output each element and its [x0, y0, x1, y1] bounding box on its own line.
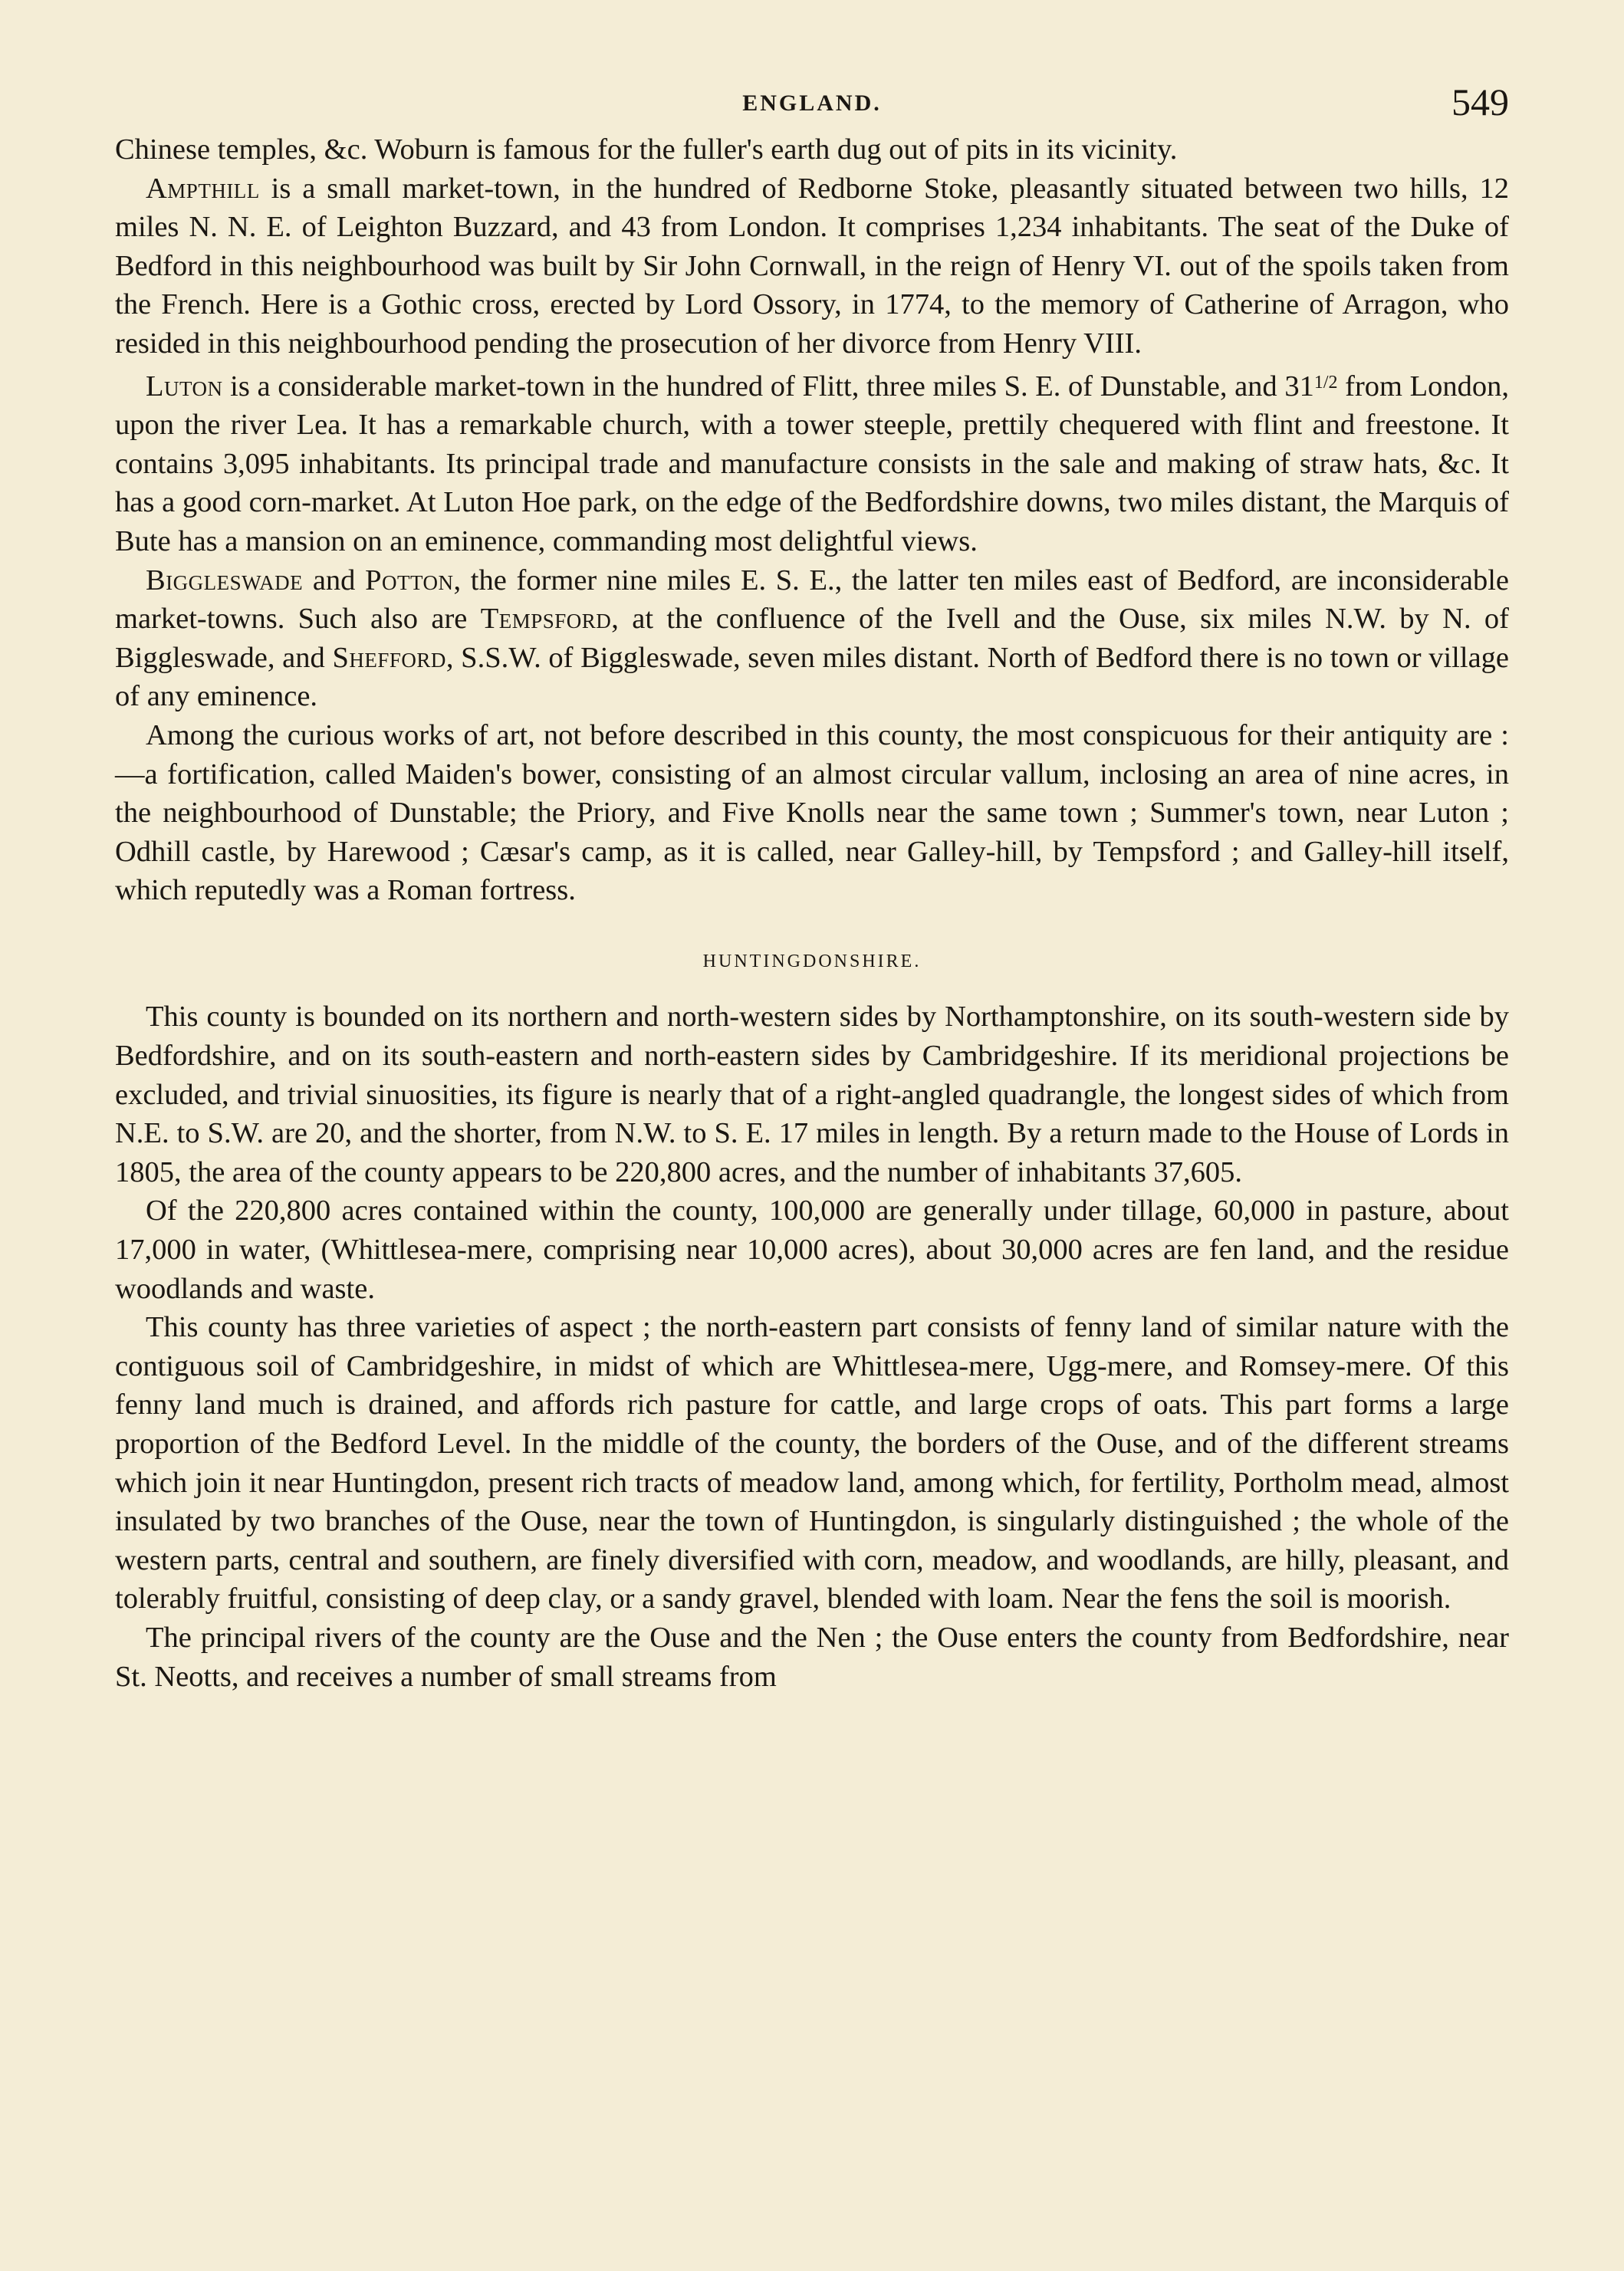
paragraph-text: Chinese temples, &c. Woburn is famous for the fuller's earth dug out of pits in its vicinity. [115, 133, 1178, 166]
paragraph-biggleswade [115, 561, 1509, 716]
running-title: ENGLAND. [742, 90, 882, 116]
place-name-biggleswade: Biggleswade [146, 564, 304, 597]
paragraph-text: , at the confluence of the Ivell and the Ouse, six miles N.W. by N. of Biggleswade, and [115, 603, 1509, 674]
paragraph-text: This county has three varieties of aspect ; the north-eastern part consists of fenny land of similar nature with the contiguous soil of Cambridgeshire, in midst of which are Whittlesea-mere, Ugg-mere, and Romsey-mere. Of this fenny land much is drained, and affords rich pasture for cattle, and large crops of oats. This part forms a large proportion of the Bedford Level. In the middle of the county, the borders of the Ouse, and of the different streams which join it near Huntingdon, present rich tracts of meadow land, among which, for fertility, Portholm mead, almost insulated by two branches of the Ouse, near the town of Huntingdon, is singularly distinguished ; the whole of the western parts, central and southern, are finely diversified with corn, meadow, and woodlands, are hilly, pleasant, and tolerably fruitful, consisting of deep clay, or a sandy gravel, blended with loam. Near the fens the soil is moorish. [115, 1311, 1509, 1615]
place-name-tempsford: Tempsford [480, 603, 612, 636]
paragraph-boundaries [115, 997, 1509, 1191]
body-text [115, 130, 1509, 1696]
paragraph-text: is a small market-town, in the hundred of Redborne Stoke, pleasantly situated between two hills, 12 miles N. N. E. of Leighton Buzzard, and 43 from London. It comprises 1,234 inhabitants. The seat of the Duke of Bedford in this neighbourhood was built by Sir John Cornwall, in the reign of Henry VI. out of the spoils taken from the French. Here is a Gothic cross, erected by Lord Ossory, in 1774, to the memory of Catherine of Arragon, who resided in this neighbourhood pending the prosecution of her divorce from Henry VIII. [115, 172, 1509, 360]
paragraph-text: is a considerable market-town in the hundred of Flitt, three miles S. E. of Dunstable, and 31 [222, 370, 1314, 403]
running-head [115, 81, 1509, 130]
paragraph-ampthill [115, 169, 1509, 363]
paragraph-text: , the former nine miles E. S. E., the latter ten miles east of Bedford, are inconsiderable market-towns. Such also are [115, 564, 1509, 636]
paragraph-text: The principal rivers of the county are the Ouse and the Nen ; the Ouse enters the county from Bedfordshire, near St. Neotts, and receives a number of small streams from [115, 1621, 1509, 1693]
paragraph-text: This county is bounded on its northern and north-western sides by Northamptonshire, on its south-western side by Bedfordshire, and on its south-eastern and north-eastern sides by Cambridgeshire. If its meridional projections be excluded, and trivial sinuosities, its figure is nearly that of a right-angled quadrangle, the longest sides of which from N.E. to S.W. are 20, and the shorter, from N.W. to S. E. 17 miles in length. By a return made to the House of Lords in 1805, the area of the county appears to be 220,800 acres, and the number of inhabitants 37,605. [115, 1001, 1509, 1188]
place-name-potton: Potton [365, 564, 454, 597]
paragraph-text: , S.S.W. of Biggleswade, seven miles distant. North of Bedford there is no town or village of any eminence. [115, 641, 1510, 713]
page-number: 549 [1451, 81, 1509, 123]
paragraph-text: Of the 220,800 acres contained within the county, 100,000 are generally under tillage, 60,000 in pasture, about 17,000 in water, (Whittlesea-mere, comprising near 10,000 acres), about 30,000 acres are fen land, and the residue woodlands and waste. [115, 1195, 1509, 1305]
paragraph-antiquities [115, 716, 1509, 910]
paragraph-woburn [115, 130, 1509, 169]
paragraph-text: from London, upon the river Lea. It has a remarkable church, with a tower steeple, prettily chequered with flint and freestone. It contains 3,095 inhabitants. Its principal trade and manufacture consists in the sale and making of straw hats, &c. It has a good corn-market. At Luton Hoe park, on the edge of the Bedfordshire downs, two miles distant, the Marquis of Bute has a mansion on an eminence, commanding most delightful views. [115, 370, 1510, 557]
section-heading: HUNTINGDONSHIRE. [702, 951, 922, 971]
paragraph-aspect [115, 1308, 1509, 1619]
place-name-shefford: Shefford [332, 641, 446, 674]
paragraph-rivers [115, 1619, 1509, 1696]
fraction-half: 1/2 [1313, 372, 1338, 393]
paragraph-luton [115, 363, 1509, 561]
place-name-luton: Luton [146, 370, 223, 403]
place-name-ampthill: Ampthill [146, 172, 260, 205]
paragraph-text: and [303, 564, 366, 597]
paragraph-acreage [115, 1191, 1509, 1308]
paragraph-text: Among the curious works of art, not before described in this county, the most conspicuous for their antiquity are :—a fortification, called Maiden's bower, consisting of an almost circular vallum, inclosing an area of nine acres, in the neighbourhood of Dunstable; the Priory, and Five Knolls near the same town ; Summer's town, near Luton ; Odhill castle, by Harewood ; Cæsar's camp, as it is called, near Galley-hill, by Tempsford ; and Galley-hill itself, which reputedly was a Roman fortress. [115, 718, 1509, 907]
